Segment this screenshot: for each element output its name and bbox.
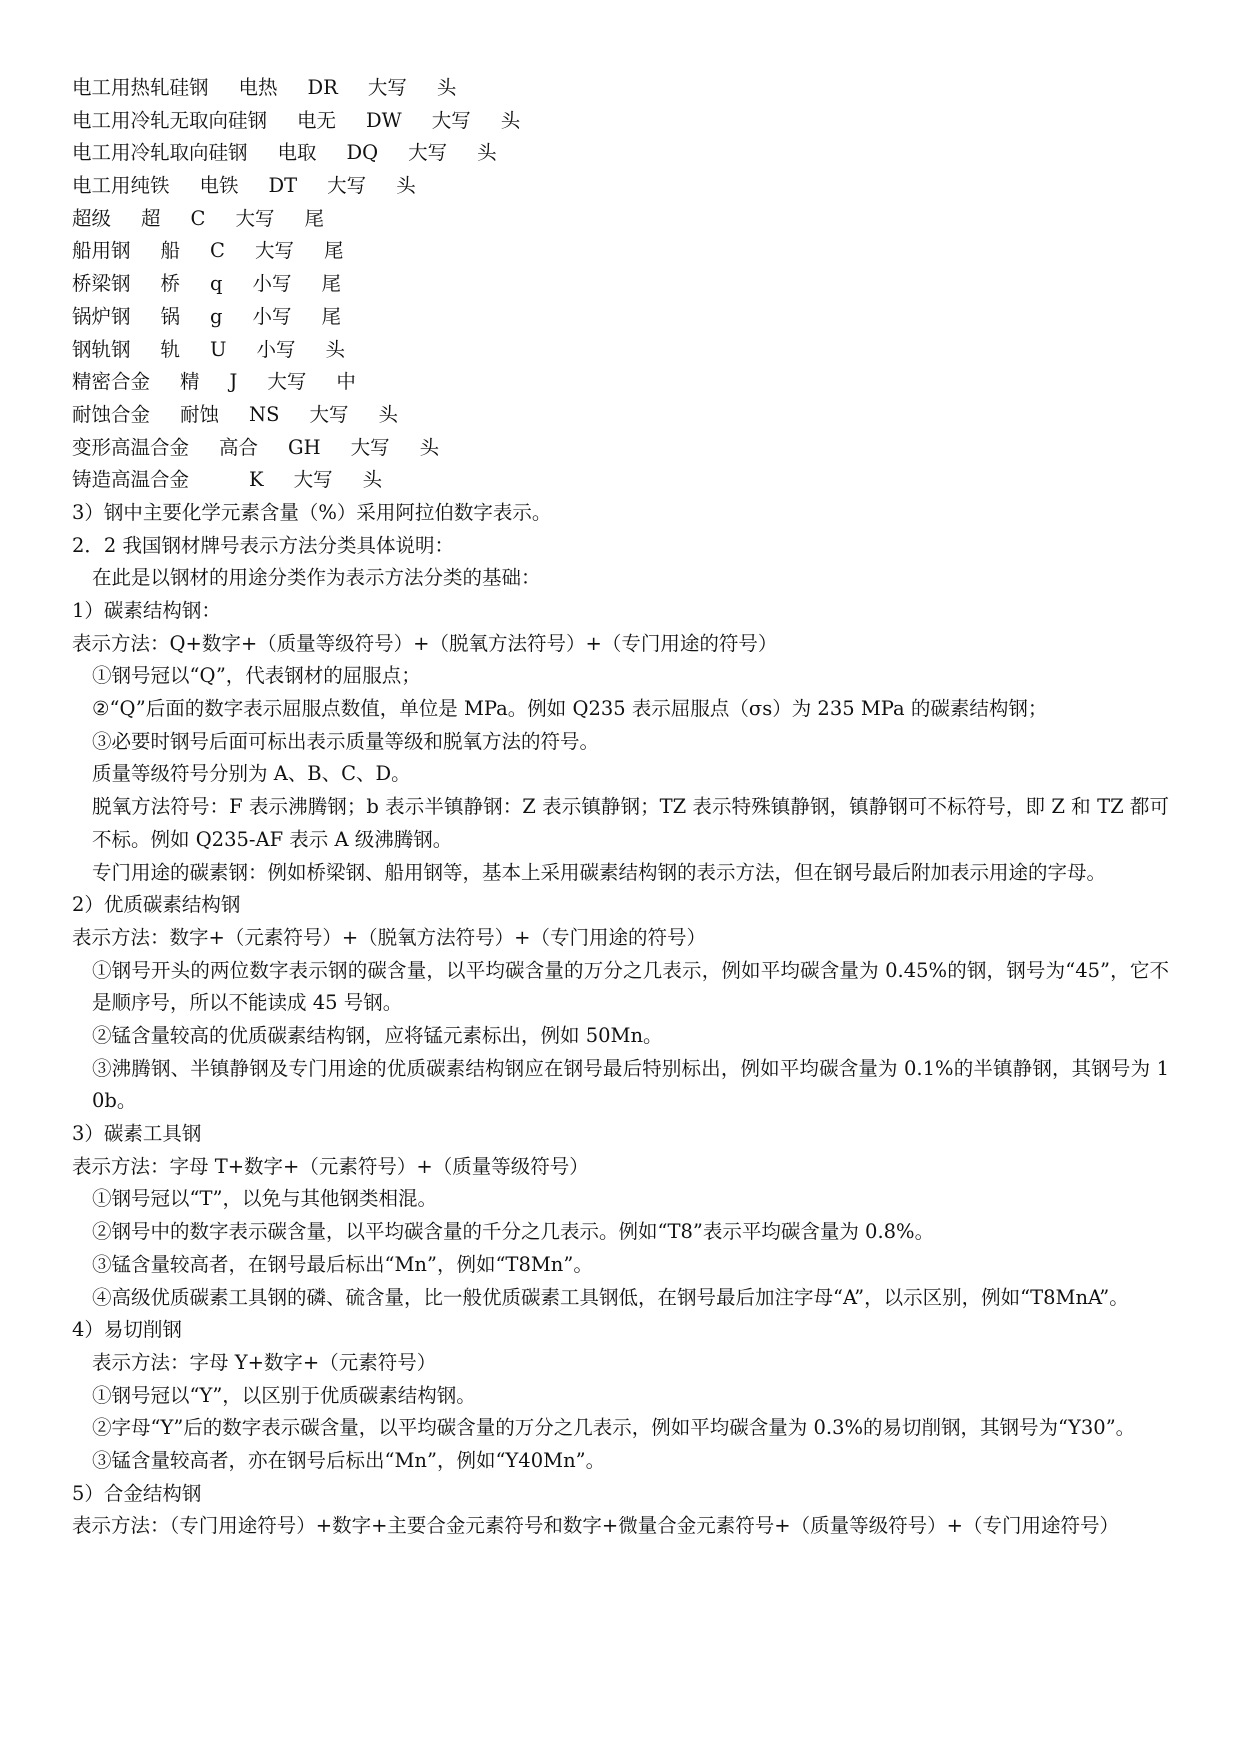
paragraph: 表示方法：字母 Y+数字+（元素符号）	[92, 1350, 437, 1374]
steel-abbr: 轨	[160, 337, 181, 361]
symbol-row	[72, 301, 1169, 334]
steel-case: 大写	[235, 206, 275, 230]
steel-name: 锅炉钢	[72, 304, 131, 328]
steel-name: 钢轨钢	[72, 337, 131, 361]
steel-case: 大写	[408, 141, 448, 165]
steel-pos: 头	[325, 337, 345, 361]
paragraph: 表示方法：数字+（元素符号）+（脱氧方法符号）+（专门用途的符号）	[72, 925, 707, 949]
list-item: ②“Q”后面的数字表示屈服点数值，单位是 MPa。例如 Q235 表示屈服点（σs）为 235 MPa 的碳素结构钢；	[92, 697, 1048, 721]
section-heading: 3）碳素工具钢	[72, 1122, 202, 1146]
steel-abbr: 耐蚀	[180, 402, 220, 426]
steel-case: 大写	[267, 370, 307, 394]
symbol-row	[72, 105, 1169, 138]
steel-abbr: 电热	[238, 76, 278, 99]
steel-code: DW	[366, 108, 402, 132]
steel-abbr: 高合	[219, 435, 259, 459]
symbol-row	[72, 137, 1169, 170]
steel-abbr: 电取	[277, 141, 317, 165]
paragraph: 专门用途的碳素钢：例如桥梁钢、船用钢等，基本上采用碳素结构钢的表示方法，但在钢号最后附加表示用途的字母。	[92, 860, 1107, 884]
steel-pos: 头	[362, 468, 383, 492]
steel-code: DQ	[346, 141, 379, 165]
steel-name: 电工用冷轧取向硅钢	[72, 141, 248, 165]
symbol-row	[72, 170, 1169, 203]
steel-code: C	[190, 206, 206, 230]
steel-pos: 尾	[321, 304, 342, 328]
paragraph: 脱氧方法符号：F 表示沸腾钢；b 表示半镇静钢：Z 表示镇静钢；TZ 表示特殊镇静钢，镇静钢可不标符号，即 Z 和 TZ 都可不标。例如 Q235-AF 表示 A 级沸腾钢。	[92, 795, 1169, 851]
section-heading: 1）碳素结构钢：	[72, 599, 221, 622]
steel-abbr: 电无	[297, 108, 337, 132]
steel-code: NS	[249, 402, 280, 426]
steel-pos: 头	[396, 174, 416, 198]
steel-case: 大写	[327, 174, 367, 198]
steel-case: 大写	[254, 239, 294, 263]
section-heading: 5）合金结构钢	[72, 1481, 202, 1505]
steel-pos: 尾	[323, 239, 344, 263]
steel-name: 铸造高温合金	[72, 468, 190, 492]
list-item: ②钢号中的数字表示碳含量，以平均碳含量的千分之几表示。例如“T8”表示平均碳含量为 0.8%。	[92, 1220, 935, 1244]
steel-abbr: 桥	[160, 272, 181, 296]
symbol-row	[72, 72, 1169, 105]
steel-name: 桥梁钢	[72, 272, 131, 296]
steel-pos: 头	[500, 108, 521, 132]
section-heading: 2）优质碳素结构钢	[72, 893, 241, 917]
symbol-row	[72, 268, 1169, 301]
section-heading: 2．2 我国钢材牌号表示方法分类具体说明：	[72, 533, 455, 557]
list-item: ②字母“Y”后的数字表示碳含量，以平均碳含量的万分之几表示，例如平均碳含量为 0.3%的易切削钢，其钢号为“Y30”。	[92, 1416, 1136, 1440]
steel-name: 精密合金	[72, 370, 151, 394]
steel-code: C	[210, 239, 225, 263]
paragraph: 表示方法：Q+数字+（质量等级符号）+（脱氧方法符号）+（专门用途的符号）	[72, 631, 778, 655]
steel-code: J	[229, 370, 238, 394]
steel-code: q	[210, 272, 223, 296]
steel-name: 船用钢	[72, 239, 131, 263]
steel-abbr: 精	[180, 370, 200, 394]
steel-pos: 头	[477, 141, 497, 165]
symbol-row	[72, 366, 1169, 399]
steel-name: 电工用冷轧无取向硅钢	[72, 108, 268, 132]
list-item: ③沸腾钢、半镇静钢及专门用途的优质碳素结构钢应在钢号最后特别标出，例如平均碳含量为 0.1%的半镇静钢，其钢号为 10b。	[92, 1056, 1169, 1113]
steel-pos: 头	[419, 435, 440, 459]
steel-case: 大写	[309, 402, 349, 426]
paragraph: 表示方法：（专门用途符号）+数字+主要合金元素符号和数字+微量合金元素符号+（质量等级符号）+（专门用途符号）	[72, 1514, 1119, 1538]
steel-case: 大写	[293, 468, 333, 492]
steel-code: g	[210, 304, 223, 328]
list-item: ②锰含量较高的优质碳素结构钢，应将锰元素标出，例如 50Mn。	[92, 1024, 663, 1048]
list-item: ③锰含量较高者，在钢号最后标出“Mn”，例如“T8Mn”。	[92, 1252, 593, 1276]
steel-code: DR	[307, 76, 338, 99]
steel-pos: 头	[378, 402, 398, 426]
steel-case: 大写	[350, 435, 390, 459]
steel-name: 超级	[72, 206, 112, 230]
steel-pos: 尾	[304, 206, 324, 230]
symbol-row	[72, 334, 1169, 367]
paragraph: 3）钢中主要化学元素含量（%）采用阿拉伯数字表示。	[72, 500, 552, 524]
list-item: ①钢号冠以“Q”，代表钢材的屈服点；	[92, 664, 421, 688]
list-item: ③锰含量较高者，亦在钢号后标出“Mn”，例如“Y40Mn”。	[92, 1449, 606, 1473]
section-heading: 4）易切削钢	[72, 1318, 182, 1342]
list-item: ①钢号开头的两位数字表示钢的碳含量，以平均碳含量的万分之几表示，例如平均碳含量为 0.45%的钢，钢号为“45”，它不是顺序号，所以不能读成 45 号钢。	[92, 958, 1169, 1015]
steel-pos: 尾	[321, 272, 342, 296]
list-item: ③必要时钢号后面可标出表示质量等级和脱氧方法的符号。	[92, 729, 600, 753]
steel-code: DT	[268, 174, 298, 198]
steel-name: 耐蚀合金	[72, 402, 151, 426]
paragraph: 在此是以钢材的用途分类作为表示方法分类的基础：	[92, 566, 541, 590]
symbol-row	[72, 235, 1169, 268]
steel-case: 大写	[367, 76, 407, 99]
list-item: ④高级优质碳素工具钢的磷、硫含量，比一般优质碳素工具钢低，在钢号最后加注字母“A”，以示区别，例如“T8MnA”。	[92, 1285, 1129, 1309]
steel-name: 电工用纯铁	[72, 174, 170, 198]
steel-case: 小写	[252, 304, 292, 328]
steel-abbr: 超	[141, 206, 161, 230]
paragraph: 质量等级符号分别为 A、B、C、D。	[92, 762, 411, 786]
symbol-row	[72, 432, 1169, 465]
paragraph: 表示方法：字母 T+数字+（元素符号）+（质量等级符号）	[72, 1154, 589, 1178]
steel-pos: 中	[336, 370, 356, 394]
steel-code: K	[249, 468, 264, 492]
steel-abbr: 船	[160, 239, 181, 263]
steel-pos: 头	[436, 76, 457, 99]
list-item: ①钢号冠以“T”，以免与其他钢类相混。	[92, 1187, 437, 1211]
list-item: ①钢号冠以“Y”，以区别于优质碳素结构钢。	[92, 1383, 476, 1407]
steel-case: 大写	[431, 108, 471, 132]
steel-name: 电工用热轧硅钢	[72, 76, 209, 99]
steel-case: 小写	[256, 337, 296, 361]
steel-abbr: 锅	[160, 304, 181, 328]
steel-code: GH	[288, 435, 321, 459]
symbol-row	[72, 399, 1169, 432]
symbol-row	[72, 203, 1169, 236]
symbol-table	[72, 72, 1169, 497]
steel-code: U	[210, 337, 227, 361]
steel-case: 小写	[252, 272, 292, 296]
symbol-row	[72, 464, 1169, 497]
steel-name: 变形高温合金	[72, 435, 190, 459]
steel-abbr: 电铁	[199, 174, 239, 198]
